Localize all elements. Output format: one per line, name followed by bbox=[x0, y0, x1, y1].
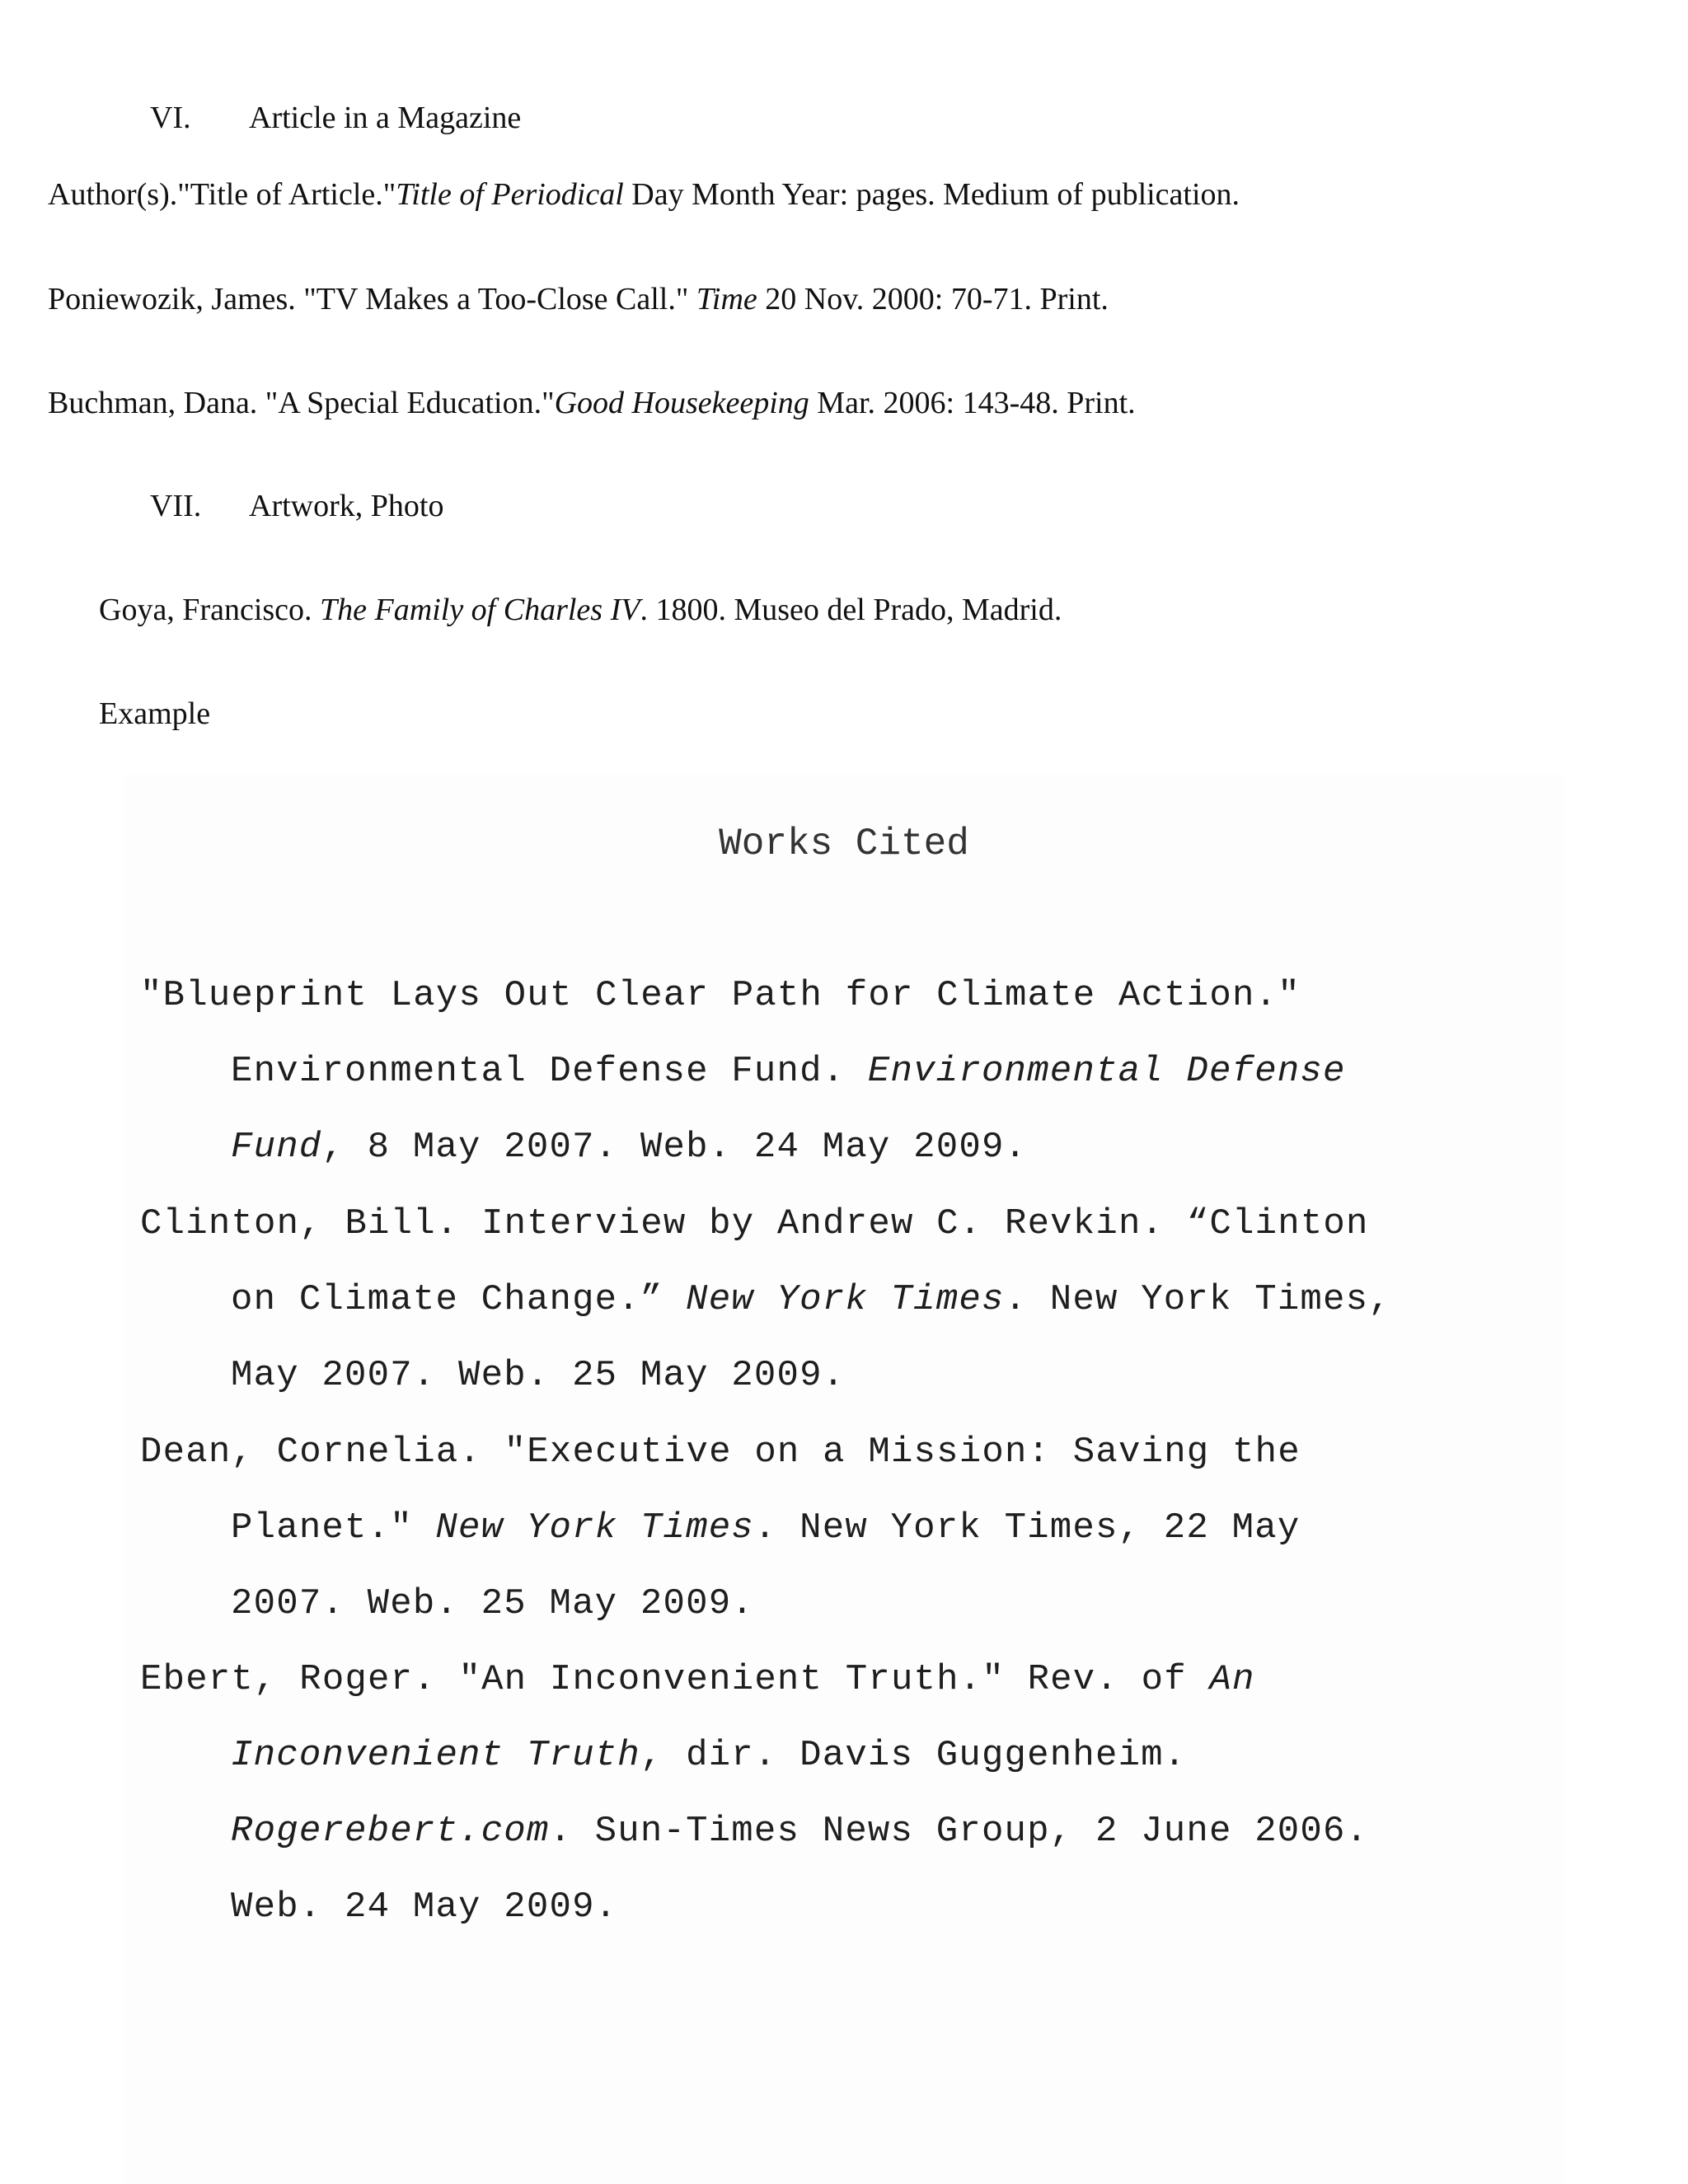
wc-entry-line: Rogerebert.com. Sun-Times News Group, 2 June 2006. bbox=[231, 1811, 1369, 1852]
section-number: VI. bbox=[150, 101, 191, 135]
section-heading-vii bbox=[150, 487, 443, 525]
wc-entry-line: Environmental Defense Fund. Environmental Defense bbox=[231, 1051, 1346, 1092]
citation-buchman: Buchman, Dana. "A Special Education."Good Housekeeping Mar. 2006: 143-48. Print. bbox=[48, 386, 1136, 420]
wc-entry-line: Web. 24 May 2009. bbox=[231, 1886, 618, 1928]
citation-poniewozik: Poniewozik, James. "TV Makes a Too-Close Call." Time 20 Nov. 2000: 70-71. Print. bbox=[48, 282, 1109, 316]
wc-entry-line: "Blueprint Lays Out Clear Path for Climate Action." bbox=[140, 975, 1301, 1016]
works-cited-title: Works Cited bbox=[719, 823, 969, 865]
wc-entry-line: Ebert, Roger. "An Inconvenient Truth." Rev. of An bbox=[140, 1659, 1255, 1700]
wc-entry-line: 2007. Web. 25 May 2009. bbox=[231, 1583, 754, 1624]
wc-entry-line: Inconvenient Truth, dir. Davis Guggenheim. bbox=[231, 1735, 1187, 1776]
wc-entry-line: Clinton, Bill. Interview by Andrew C. Revkin. “Clinton bbox=[140, 1203, 1369, 1244]
citation-goya: Goya, Francisco. The Family of Charles IV. 1800. Museo del Prado, Madrid. bbox=[99, 593, 1062, 627]
wc-entry-line: May 2007. Web. 25 May 2009. bbox=[231, 1355, 846, 1396]
wc-entry-line: Planet." New York Times. New York Times, 22 May bbox=[231, 1507, 1301, 1549]
section-number: VII. bbox=[150, 489, 202, 523]
wc-entry-line: on Climate Change.” New York Times. New York Times, bbox=[231, 1279, 1391, 1320]
section-title: Artwork, Photo bbox=[249, 489, 444, 523]
wc-entry-line: Fund, 8 May 2007. Web. 24 May 2009. bbox=[231, 1127, 1028, 1168]
works-cited-example-image bbox=[124, 775, 1564, 2184]
wc-entry-line: Dean, Cornelia. "Executive on a Mission: Saving the bbox=[140, 1432, 1301, 1473]
example-label: Example bbox=[99, 696, 211, 731]
section-title: Article in a Magazine bbox=[249, 101, 522, 135]
section-heading-vi bbox=[150, 99, 521, 137]
magazine-format-template: Author(s)."Title of Article."Title of Periodical Day Month Year: pages. Medium of publication. bbox=[48, 177, 1240, 212]
